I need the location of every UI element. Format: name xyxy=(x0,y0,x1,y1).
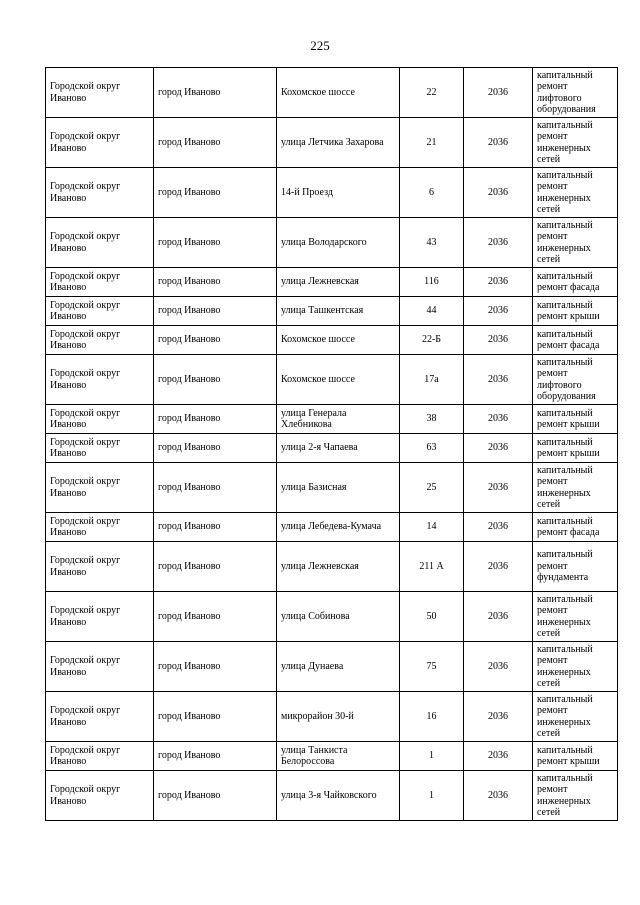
house-number-cell: 22-Б xyxy=(400,326,464,355)
city-cell: город Иваново xyxy=(154,405,277,434)
table-row xyxy=(46,463,618,513)
street-cell: улица 2-я Чапаева xyxy=(277,434,400,463)
work-type-cell: капитальный ремонт лифтового оборудования xyxy=(533,355,618,405)
work-type-cell: капитальный ремонт крыши xyxy=(533,405,618,434)
okrug-cell: Городской округ Иваново xyxy=(46,771,154,821)
okrug-cell: Городской округ Иваново xyxy=(46,742,154,771)
house-number-cell: 75 xyxy=(400,642,464,692)
city-cell: город Иваново xyxy=(154,642,277,692)
year-cell: 2036 xyxy=(464,434,533,463)
year-cell: 2036 xyxy=(464,592,533,642)
city-cell: город Иваново xyxy=(154,463,277,513)
street-cell: улица Володарского xyxy=(277,218,400,268)
work-type-cell: капитальный ремонт инженерных сетей xyxy=(533,218,618,268)
okrug-cell: Городской округ Иваново xyxy=(46,463,154,513)
year-cell: 2036 xyxy=(464,355,533,405)
table-row xyxy=(46,168,618,218)
work-type-cell: капитальный ремонт фасада xyxy=(533,326,618,355)
table-row xyxy=(46,592,618,642)
house-number-cell: 211 А xyxy=(400,542,464,592)
okrug-cell: Городской округ Иваново xyxy=(46,118,154,168)
house-number-cell: 17а xyxy=(400,355,464,405)
work-type-cell: капитальный ремонт крыши xyxy=(533,742,618,771)
table-row xyxy=(46,326,618,355)
street-cell: Кохомское шоссе xyxy=(277,355,400,405)
house-number-cell: 43 xyxy=(400,218,464,268)
okrug-cell: Городской округ Иваново xyxy=(46,355,154,405)
house-number-cell: 63 xyxy=(400,434,464,463)
repair-schedule-table xyxy=(45,67,618,821)
table-row xyxy=(46,742,618,771)
city-cell: город Иваново xyxy=(154,297,277,326)
okrug-cell: Городской округ Иваново xyxy=(46,405,154,434)
work-type-cell: капитальный ремонт фундамента xyxy=(533,542,618,592)
table-row xyxy=(46,355,618,405)
house-number-cell: 38 xyxy=(400,405,464,434)
work-type-cell: капитальный ремонт инженерных сетей xyxy=(533,642,618,692)
house-number-cell: 6 xyxy=(400,168,464,218)
okrug-cell: Городской округ Иваново xyxy=(46,268,154,297)
okrug-cell: Городской округ Иваново xyxy=(46,592,154,642)
table-body xyxy=(46,68,618,821)
table-row xyxy=(46,434,618,463)
house-number-cell: 16 xyxy=(400,692,464,742)
house-number-cell: 22 xyxy=(400,68,464,118)
work-type-cell: капитальный ремонт фасада xyxy=(533,513,618,542)
street-cell: улица Генерала Хлебникова xyxy=(277,405,400,434)
year-cell: 2036 xyxy=(464,268,533,297)
okrug-cell: Городской округ Иваново xyxy=(46,297,154,326)
year-cell: 2036 xyxy=(464,168,533,218)
house-number-cell: 50 xyxy=(400,592,464,642)
work-type-cell: капитальный ремонт лифтового оборудования xyxy=(533,68,618,118)
house-number-cell: 21 xyxy=(400,118,464,168)
table-row xyxy=(46,692,618,742)
year-cell: 2036 xyxy=(464,405,533,434)
city-cell: город Иваново xyxy=(154,218,277,268)
house-number-cell: 25 xyxy=(400,463,464,513)
table-row xyxy=(46,268,618,297)
table-row xyxy=(46,118,618,168)
street-cell: улица Ташкентская xyxy=(277,297,400,326)
street-cell: микрорайон 30-й xyxy=(277,692,400,742)
house-number-cell: 1 xyxy=(400,771,464,821)
table-row xyxy=(46,542,618,592)
table-row xyxy=(46,68,618,118)
okrug-cell: Городской округ Иваново xyxy=(46,513,154,542)
year-cell: 2036 xyxy=(464,297,533,326)
page-number: 225 xyxy=(310,38,330,53)
okrug-cell: Городской округ Иваново xyxy=(46,218,154,268)
year-cell: 2036 xyxy=(464,642,533,692)
city-cell: город Иваново xyxy=(154,355,277,405)
city-cell: город Иваново xyxy=(154,434,277,463)
street-cell: улица Базисная xyxy=(277,463,400,513)
house-number-cell: 44 xyxy=(400,297,464,326)
year-cell: 2036 xyxy=(464,326,533,355)
street-cell: Кохомское шоссе xyxy=(277,68,400,118)
street-cell: улица Танкиста Белороссова xyxy=(277,742,400,771)
city-cell: город Иваново xyxy=(154,692,277,742)
city-cell: город Иваново xyxy=(154,592,277,642)
city-cell: город Иваново xyxy=(154,513,277,542)
street-cell: улица Собинова xyxy=(277,592,400,642)
year-cell: 2036 xyxy=(464,742,533,771)
table-row xyxy=(46,513,618,542)
city-cell: город Иваново xyxy=(154,268,277,297)
work-type-cell: капитальный ремонт инженерных сетей xyxy=(533,692,618,742)
city-cell: город Иваново xyxy=(154,542,277,592)
table-row xyxy=(46,771,618,821)
street-cell: улица Летчика Захарова xyxy=(277,118,400,168)
okrug-cell: Городской округ Иваново xyxy=(46,168,154,218)
city-cell: город Иваново xyxy=(154,771,277,821)
street-cell: 14-й Проезд xyxy=(277,168,400,218)
okrug-cell: Городской округ Иваново xyxy=(46,542,154,592)
city-cell: город Иваново xyxy=(154,326,277,355)
work-type-cell: капитальный ремонт инженерных сетей xyxy=(533,168,618,218)
year-cell: 2036 xyxy=(464,463,533,513)
house-number-cell: 1 xyxy=(400,742,464,771)
table-row xyxy=(46,642,618,692)
okrug-cell: Городской округ Иваново xyxy=(46,68,154,118)
work-type-cell: капитальный ремонт инженерных сетей xyxy=(533,118,618,168)
work-type-cell: капитальный ремонт инженерных сетей xyxy=(533,771,618,821)
work-type-cell: капитальный ремонт инженерных сетей xyxy=(533,592,618,642)
work-type-cell: капитальный ремонт крыши xyxy=(533,297,618,326)
okrug-cell: Городской округ Иваново xyxy=(46,692,154,742)
year-cell: 2036 xyxy=(464,513,533,542)
street-cell: улица Лежневская xyxy=(277,268,400,297)
street-cell: улица 3-я Чайковского xyxy=(277,771,400,821)
city-cell: город Иваново xyxy=(154,168,277,218)
work-type-cell: капитальный ремонт инженерных сетей xyxy=(533,463,618,513)
year-cell: 2036 xyxy=(464,218,533,268)
table-row xyxy=(46,218,618,268)
city-cell: город Иваново xyxy=(154,118,277,168)
year-cell: 2036 xyxy=(464,118,533,168)
year-cell: 2036 xyxy=(464,68,533,118)
house-number-cell: 14 xyxy=(400,513,464,542)
okrug-cell: Городской округ Иваново xyxy=(46,434,154,463)
year-cell: 2036 xyxy=(464,771,533,821)
year-cell: 2036 xyxy=(464,692,533,742)
street-cell: улица Лежневская xyxy=(277,542,400,592)
table-row xyxy=(46,405,618,434)
okrug-cell: Городской округ Иваново xyxy=(46,642,154,692)
year-cell: 2036 xyxy=(464,542,533,592)
street-cell: Кохомское шоссе xyxy=(277,326,400,355)
work-type-cell: капитальный ремонт фасада xyxy=(533,268,618,297)
house-number-cell: 116 xyxy=(400,268,464,297)
street-cell: улица Дунаева xyxy=(277,642,400,692)
city-cell: город Иваново xyxy=(154,68,277,118)
okrug-cell: Городской округ Иваново xyxy=(46,326,154,355)
street-cell: улица Лебедева-Кумача xyxy=(277,513,400,542)
city-cell: город Иваново xyxy=(154,742,277,771)
table-row xyxy=(46,297,618,326)
work-type-cell: капитальный ремонт крыши xyxy=(533,434,618,463)
